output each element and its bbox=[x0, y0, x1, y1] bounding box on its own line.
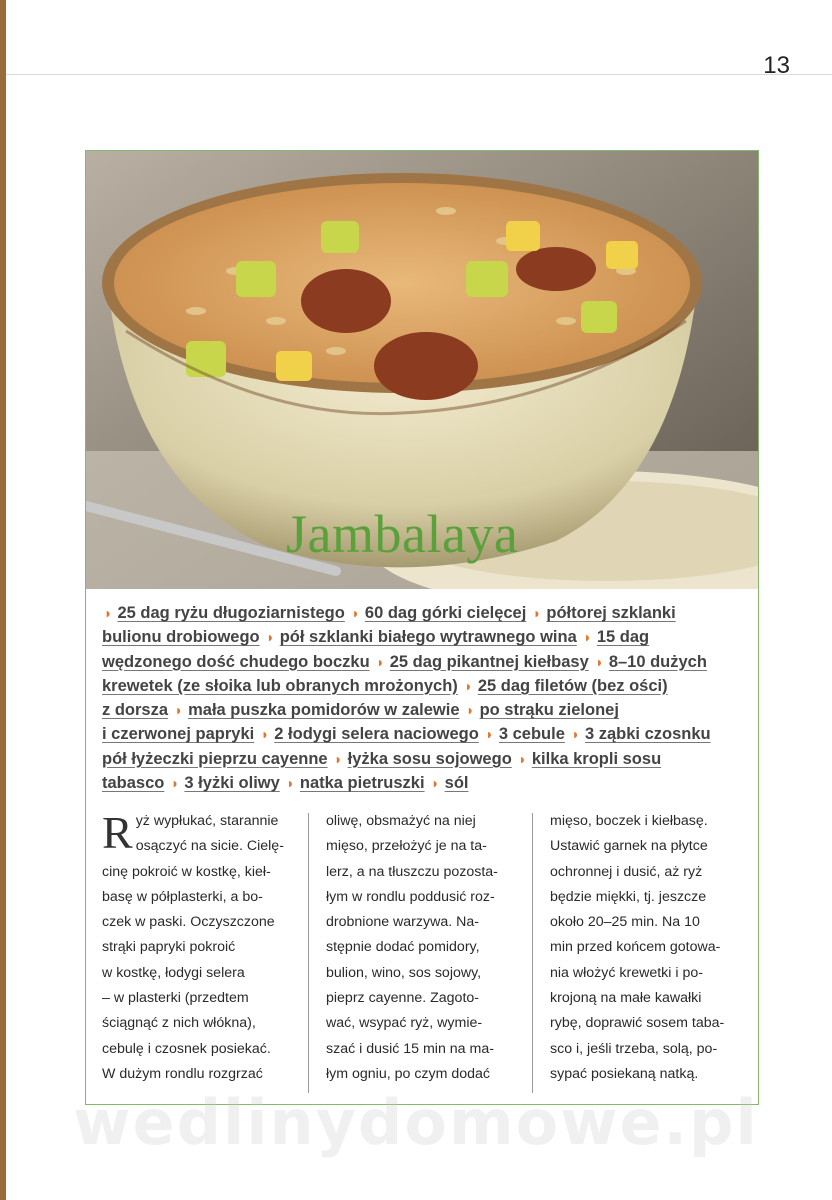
watermark: wedlinydomowe.pl bbox=[73, 1086, 759, 1159]
ingredient-item: kilka kropli sosu bbox=[531, 749, 662, 768]
method-line: łym w rondlu poddusić roz- bbox=[326, 888, 495, 905]
ingredient-item: pół łyżeczki pieprzu cayenne bbox=[102, 749, 328, 768]
ingredient-item: tabasco bbox=[102, 774, 165, 793]
method-line: mięso, boczek i kiełbasę. bbox=[550, 813, 708, 829]
ingredient-item: sól bbox=[444, 774, 469, 793]
method-line: pieprz cayenne. Zagoto- bbox=[326, 990, 480, 1007]
ingredient-item: wędzonego dość chudego boczku bbox=[102, 652, 370, 671]
bullet-icon: ◗ bbox=[170, 775, 180, 792]
bullet-icon: ◗ bbox=[466, 702, 475, 719]
ingredient-line bbox=[102, 601, 746, 625]
method-line: strąki papryki pokroić bbox=[102, 939, 236, 956]
ingredient-item: bulionu drobiowego bbox=[102, 628, 260, 647]
ingredient-item: łyżka sosu sojowego bbox=[347, 749, 512, 768]
ingredient-line bbox=[102, 674, 746, 698]
method-line: łym ogniu, po czym dodać bbox=[326, 1065, 491, 1082]
method-line: – w plasterki (przedtem bbox=[102, 990, 249, 1007]
bullet-icon: ◗ bbox=[286, 775, 295, 792]
method-column-3 bbox=[550, 809, 736, 1095]
bullet-icon: ◗ bbox=[464, 677, 473, 694]
header-rule bbox=[6, 74, 832, 75]
page-number: 13 bbox=[763, 52, 790, 79]
ingredient-item: półtorej szklanki bbox=[546, 604, 676, 622]
bullet-icon: ◗ bbox=[431, 775, 440, 792]
page-edge bbox=[0, 0, 6, 1200]
ingredient-item: krewetek (ze słoika lub obranych mrożonych) bbox=[102, 676, 458, 695]
ingredient-line bbox=[102, 722, 746, 746]
method-line: bulion, wino, sos sojowy, bbox=[326, 964, 482, 981]
method-line: W dużym rondlu rozgrzać bbox=[102, 1065, 263, 1082]
bullet-icon: ◗ bbox=[485, 726, 494, 743]
method-line: rybę, doprawić sosem taba- bbox=[550, 1015, 725, 1032]
method-line: w kostkę, łodygi selera bbox=[102, 964, 245, 981]
ingredient-item: natka pietruszki bbox=[299, 774, 425, 793]
method-line: stępnie dodać pomidory, bbox=[326, 939, 480, 956]
recipe-title: Jambalaya bbox=[286, 504, 519, 564]
method-column-2 bbox=[326, 809, 512, 1095]
ingredient-item: 8–10 dużych bbox=[608, 652, 707, 671]
method-line: szać i dusić 15 min na ma- bbox=[326, 1040, 494, 1057]
drop-cap: R bbox=[102, 807, 133, 858]
bullet-icon: ◗ bbox=[334, 750, 343, 767]
ingredient-item: i czerwonej papryki bbox=[102, 725, 255, 744]
bullet-icon: ◗ bbox=[583, 629, 592, 646]
recipe-frame bbox=[85, 150, 759, 1105]
ingredient-item: 25 dag pikantnej kiełbasy bbox=[389, 652, 589, 671]
method-line: oliwę, obsmażyć na niej bbox=[326, 813, 476, 829]
method-line: nia włożyć krewetki i po- bbox=[550, 964, 703, 981]
ingredient-item: 15 dag bbox=[596, 628, 650, 647]
bullet-icon: ◗ bbox=[266, 629, 275, 646]
method-line: będzie miękki, tj. jeszcze bbox=[550, 888, 707, 905]
method-line: drobnione warzywa. Na- bbox=[326, 914, 479, 931]
bullet-icon: ◗ bbox=[532, 605, 542, 621]
method-column-1 bbox=[102, 809, 288, 1095]
ingredient-item: 3 cebule bbox=[498, 725, 565, 744]
bullet-icon: ◗ bbox=[104, 605, 113, 621]
ingredient-line bbox=[102, 698, 746, 722]
method-line: wać, wsypać ryż, wymie- bbox=[326, 1015, 483, 1032]
ingredient-line bbox=[102, 650, 746, 674]
method-line: około 20–25 min. Na 10 bbox=[550, 914, 700, 931]
ingredient-item: pół szklanki białego wytrawnego wina bbox=[279, 628, 577, 647]
method-line: basę w półplasterki, a bo- bbox=[102, 888, 263, 905]
method-line: sco i, jeśli trzeba, solą, po- bbox=[550, 1040, 718, 1057]
ingredient-item: 25 dag ryżu długoziarnistego bbox=[117, 604, 345, 622]
method-line: ściągnąć z nich włókna), bbox=[102, 1015, 256, 1032]
method-line: lerz, a na tłuszczu pozosta- bbox=[326, 863, 498, 880]
method-line: cebulę i czosnek posiekać. bbox=[102, 1040, 271, 1057]
ingredient-line bbox=[102, 625, 746, 649]
ingredient-item: 2 łodygi selera naciowego bbox=[274, 725, 479, 744]
method-text bbox=[98, 809, 752, 1099]
method-line: sypać posiekaną natką. bbox=[550, 1065, 699, 1082]
bullet-icon: ◗ bbox=[351, 605, 360, 621]
method-line: czek w paski. Oczyszczone bbox=[102, 914, 275, 931]
ingredient-item: 3 łyżki oliwy bbox=[184, 774, 280, 793]
bullet-icon: ◗ bbox=[260, 726, 270, 743]
method-line: ochronnej i dusić, aż ryż bbox=[550, 863, 703, 880]
column-divider bbox=[532, 813, 533, 1093]
bullet-icon: ◗ bbox=[595, 653, 604, 670]
method-line: cinę pokroić w kostkę, kieł- bbox=[102, 863, 271, 880]
ingredient-item: mała puszka pomidorów w zalewie bbox=[188, 701, 460, 720]
bullet-icon: ◗ bbox=[376, 653, 385, 670]
ingredient-item: 3 ząbki czosnku bbox=[584, 725, 711, 744]
column-divider bbox=[308, 813, 309, 1093]
method-line: Ustawić garnek na płytce bbox=[550, 838, 708, 855]
bullet-icon: ◗ bbox=[174, 702, 184, 719]
bullet-icon: ◗ bbox=[518, 750, 527, 767]
bullet-icon: ◗ bbox=[571, 726, 580, 743]
method-line: mięso, przełożyć je na ta- bbox=[326, 838, 487, 855]
ingredient-item: 60 dag górki cielęcej bbox=[364, 604, 527, 622]
method-line: yż wypłukać, starannie bbox=[135, 813, 279, 829]
ingredient-line bbox=[102, 747, 746, 771]
ingredient-item: po strąku zielonej bbox=[479, 701, 619, 720]
ingredient-item: 25 dag filetów (bez ości) bbox=[477, 676, 668, 695]
method-line: min przed końcem gotowa- bbox=[550, 939, 721, 956]
ingredients-list bbox=[102, 601, 746, 795]
method-line: osączyć na sicie. Cielę- bbox=[135, 838, 284, 855]
ingredient-line bbox=[102, 771, 746, 795]
ingredient-item: z dorsza bbox=[102, 701, 169, 720]
method-line: krojoną na małe kawałki bbox=[550, 990, 702, 1007]
